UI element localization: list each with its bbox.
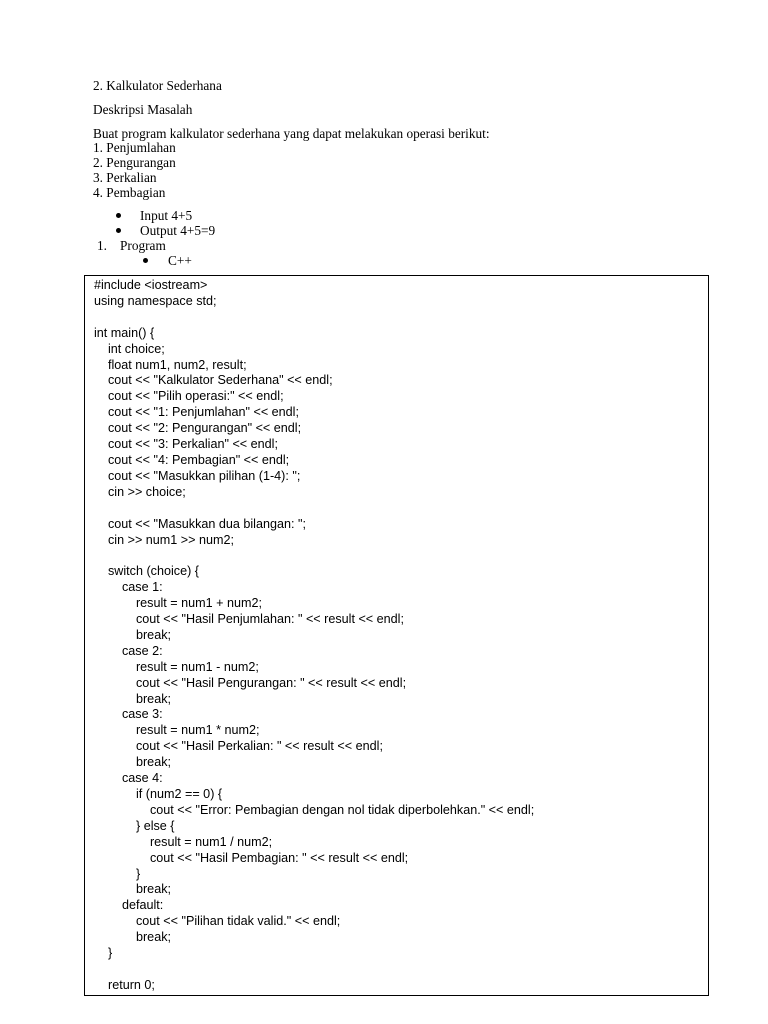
code-line: switch (choice) { xyxy=(94,564,199,579)
example-output-bullet: Output 4+5=9 xyxy=(140,223,216,238)
code-line xyxy=(94,310,702,326)
language-bullet: C++ xyxy=(168,253,192,268)
code-line: break; xyxy=(94,882,171,897)
code-line: cout << "4: Pembagian" << endl; xyxy=(94,452,290,467)
code-line: cout << "Hasil Pembagian: " << result << endl; xyxy=(94,850,409,865)
example-input-bullet: Input 4+5 xyxy=(140,208,193,223)
code-line: if (num2 == 0) { xyxy=(94,787,223,801)
program-heading: Program xyxy=(120,238,166,253)
code-line: } xyxy=(94,946,113,961)
code-line: result = num1 * num2; xyxy=(94,723,260,738)
bullet-icon xyxy=(143,258,148,263)
code-line: cout << "Hasil Perkalian: " << result << endl; xyxy=(94,739,383,754)
code-line: result = num1 / num2; xyxy=(94,834,273,849)
program-number: 1. xyxy=(97,238,107,253)
code-line: cout << "2: Pengurangan" << endl; xyxy=(94,421,302,436)
code-line: cout << "Pilihan tidak valid." << endl; xyxy=(94,914,341,929)
code-line: } else { xyxy=(94,818,175,833)
code-lines xyxy=(94,278,702,994)
code-line: int main() { xyxy=(94,325,155,340)
code-line: cout << "Pilih operasi:" << endl; xyxy=(94,389,284,404)
code-line: cout << "Kalkulator Sederhana" << endl; xyxy=(94,373,333,388)
bullet-icon xyxy=(116,228,121,233)
code-line: cout << "3: Perkalian" << endl; xyxy=(94,437,278,452)
code-line: cin >> num1 >> num2; xyxy=(94,532,235,547)
code-line: case 3: xyxy=(94,707,163,722)
operation-item-division: 4. Pembagian xyxy=(93,185,166,200)
code-block xyxy=(84,275,709,996)
code-line: return 0; xyxy=(94,977,155,992)
code-line: cout << "Masukkan pilihan (1-4): "; xyxy=(94,468,301,483)
intro-paragraph: Buat program kalkulator sederhana yang dapat melakukan operasi berikut: xyxy=(93,126,490,141)
code-line: result = num1 + num2; xyxy=(94,596,262,611)
code-line: #include <iostream> xyxy=(94,278,208,292)
code-line: case 4: xyxy=(94,771,163,786)
code-line: cout << "1: Penjumlahan" << endl; xyxy=(94,405,299,420)
code-line: default: xyxy=(94,898,164,913)
code-line: int choice; xyxy=(94,341,165,356)
problem-description-heading: Deskripsi Masalah xyxy=(93,102,193,117)
code-line: cout << "Error: Pembagian dengan nol tidak diperbolehkan." << endl; xyxy=(94,802,535,817)
operation-item-subtraction: 2. Pengurangan xyxy=(93,155,176,170)
code-line xyxy=(94,501,702,517)
code-line: break; xyxy=(94,627,171,642)
operation-item-multiplication: 3. Perkalian xyxy=(93,170,157,185)
code-line: using namespace std; xyxy=(94,293,217,308)
code-line: case 2: xyxy=(94,643,163,658)
code-line xyxy=(94,548,702,564)
code-line: cin >> choice; xyxy=(94,484,186,499)
operation-item-addition: 1. Penjumlahan xyxy=(93,140,176,155)
code-line xyxy=(94,962,702,978)
code-line: result = num1 - num2; xyxy=(94,659,259,674)
section-heading: 2. Kalkulator Sederhana xyxy=(93,78,222,93)
code-line: break; xyxy=(94,930,171,945)
code-line: cout << "Masukkan dua bilangan: "; xyxy=(94,516,306,531)
code-line: } xyxy=(94,866,141,881)
bullet-icon xyxy=(116,213,121,218)
code-line: break; xyxy=(94,755,171,770)
code-line: break; xyxy=(94,691,171,706)
code-line: case 1: xyxy=(94,580,163,595)
code-line: cout << "Hasil Pengurangan: " << result << endl; xyxy=(94,675,407,690)
code-line: float num1, num2, result; xyxy=(94,357,247,372)
code-line: cout << "Hasil Penjumlahan: " << result << endl; xyxy=(94,612,404,627)
